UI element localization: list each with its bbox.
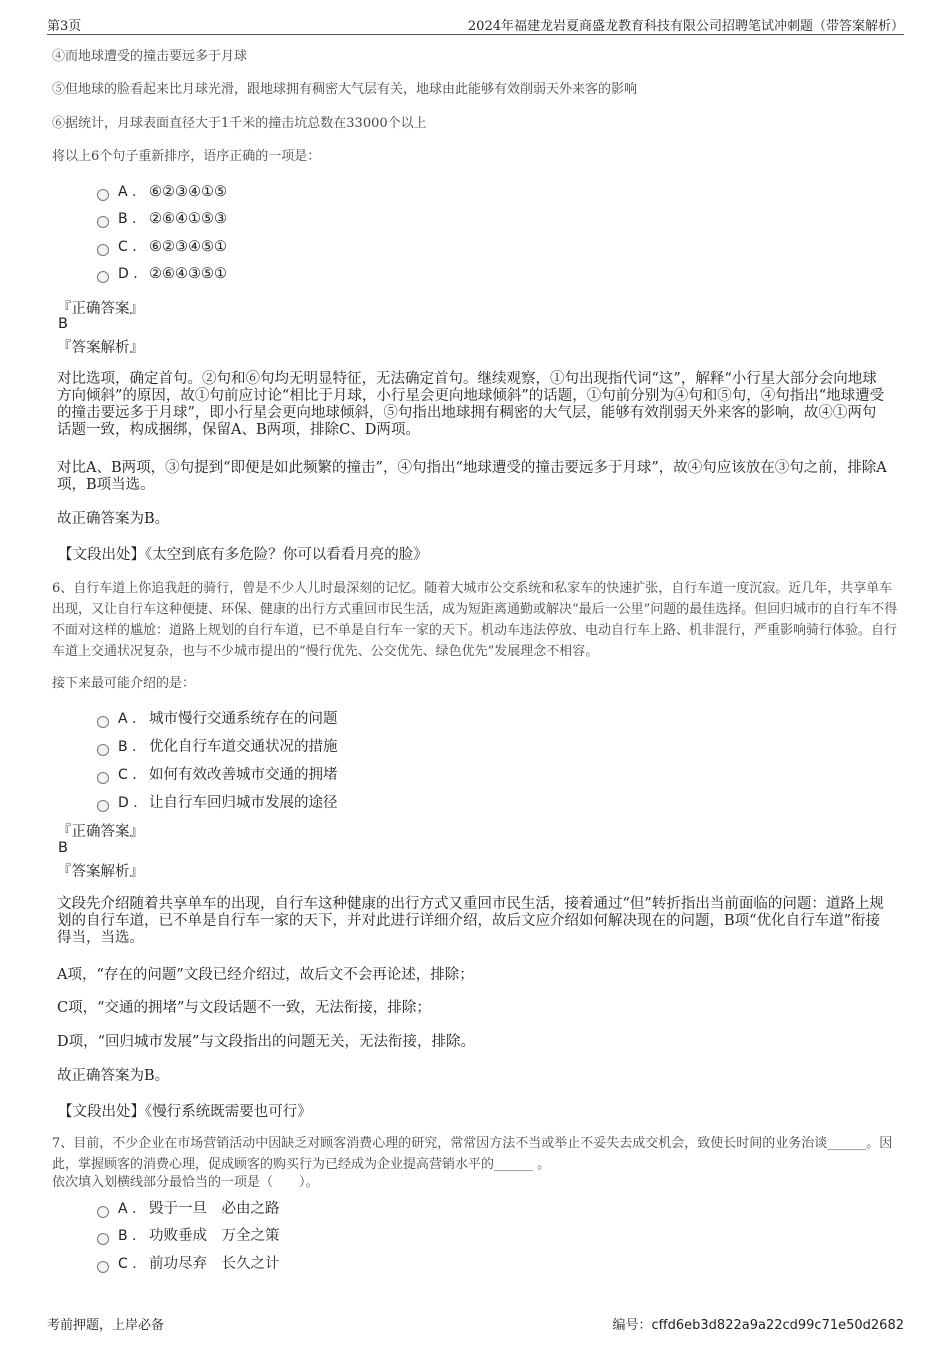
question-stem: 7、目前，不少企业在市场营销活动中因缺乏对顾客消费心理的研究，常常因方法不当或举止不妥失去成交机会，致使长时间的业务治谈______。因此，掌握顾客的消费心理，促成顾客的购买行为已经成为企业提高营销水平的______ 。	[52, 1136, 893, 1172]
page-number: 第3页	[47, 19, 82, 34]
radio-icon[interactable]	[97, 216, 109, 228]
question-prompt: 依次填入划横线部分最恰当的一项是（ ）。	[52, 1175, 319, 1190]
footer-slogan: 考前押题，上岸必备	[47, 1318, 165, 1333]
question-stem: 6、自行车道上你追我赶的骑行，曾是不少人儿时最深刻的记忆。随着大城市公交系统和私家车的快速扩张，自行车道一度沉寂。近几年，共享单车出现，又让自行车这种便捷、环保、健康的出行方式重回市民生活，成为短距离通勤或解决“最后一公里”问题的最佳选择。但回归城市的自行车不得不面对这样的尴尬：道路上规划的自行车道，已不单是自行车一家的天下。机动车违法停放、电动自行车上路、机非混行，严重影响骑行体验。自行车道上交通状况复杂，也与不少城市提出的“慢行优先、公交优先、绿色优先”发展理念不相容。	[52, 581, 898, 659]
correct-answer: B	[58, 840, 68, 856]
passage-source: 【文段出处】《太空到底有多危险？你可以看看月亮的脸》	[58, 547, 428, 563]
analysis-paragraph: D项，“回归城市发展”与文段指出的问题无关，无法衔接，排除。	[57, 1034, 475, 1050]
option-d[interactable]: D . ②⑥④③⑤①	[97, 266, 227, 288]
analysis-conclusion: 故正确答案为B。	[57, 1068, 170, 1084]
analysis-conclusion: 故正确答案为B。	[57, 511, 170, 527]
radio-icon[interactable]	[97, 271, 109, 283]
analysis-paragraph: A项，“存在的问题”文段已经介绍过，故后文不会再论述，排除；	[57, 967, 474, 983]
document-code: 编号：cffd6eb3d822a9a22cd99c71e50d2682	[612, 1318, 904, 1333]
analysis-paragraph: 文段先介绍随着共享单车的出现，自行车这种健康的出行方式又重回市民生活，接着通过“但”转折指出当前面临的问题：道路上规划的自行车道，已不单是自行车一家的天下，并对此进行详细介绍，故后文应介绍如何解决现在的问题，B项“优化自行车道”衔接得当，当选。	[57, 896, 884, 946]
option-b[interactable]: B . 优化自行车道交通状况的措施	[97, 735, 338, 757]
radio-icon[interactable]	[97, 744, 109, 756]
radio-icon[interactable]	[97, 1206, 109, 1218]
correct-answer: B	[58, 316, 68, 332]
question-prompt: 接下来最可能介绍的是：	[52, 676, 196, 691]
option-a[interactable]: A . 城市慢行交通系统存在的问题	[97, 707, 338, 729]
question-prompt: 将以上6个句子重新排序，语序正确的一项是：	[52, 149, 321, 164]
passage-source: 【文段出处】《慢行系统既需要也可行》	[58, 1104, 312, 1120]
option-a[interactable]: A . 毁于一旦 必由之路	[97, 1197, 280, 1219]
analysis-paragraph: C项，“交通的拥堵”与文段话题不一致，无法衔接，排除；	[57, 1000, 431, 1016]
analysis-label: 『答案解析』	[57, 340, 144, 356]
option-c[interactable]: C . 如何有效改善城市交通的拥堵	[97, 763, 338, 785]
option-b[interactable]: B . ②⑥④①⑤③	[97, 211, 227, 233]
option-d[interactable]: D . 让自行车回归城市发展的途径	[97, 791, 338, 813]
page-header	[47, 12, 904, 35]
radio-icon[interactable]	[97, 244, 109, 256]
radio-icon[interactable]	[97, 800, 109, 812]
radio-icon[interactable]	[97, 716, 109, 728]
option-c[interactable]: C . ⑥②③④⑤①	[97, 239, 227, 261]
analysis-paragraph: 对比选项，确定首句。②句和⑥句均无明显特征，无法确定首句。继续观察，①句出现指代词“这”，解释“小行星大部分会向地球方向倾斜”的原因，故①句前应讨论“相比于月球，小行星会更向地球倾斜”的话题，①句前分别为④句和⑤句，④句指出“地球遭受的撞击要远多于月球”，即小行星会更向地球倾斜，⑤句指出地球拥有稠密的大气层，能够有效削弱天外来客的影响，故④①两句话题一致，构成捆绑，保留A、B两项，排除C、D两项。	[57, 371, 885, 438]
radio-icon[interactable]	[97, 772, 109, 784]
radio-icon[interactable]	[97, 1261, 109, 1273]
radio-icon[interactable]	[97, 189, 109, 201]
option-b[interactable]: B . 功败垂成 万全之策	[97, 1224, 280, 1246]
analysis-label: 『答案解析』	[57, 864, 144, 880]
correct-answer-label: 『正确答案』	[57, 301, 144, 317]
correct-answer-label: 『正确答案』	[57, 824, 144, 840]
sentence-4: ④而地球遭受的撞击要远多于月球	[52, 49, 248, 64]
sentence-6: ⑥据统计，月球表面直径大于1千米的撞击坑总数在33000个以上	[52, 116, 427, 131]
option-c[interactable]: C . 前功尽弃 长久之计	[97, 1252, 280, 1274]
option-a[interactable]: A . ⑥②③④①⑤	[97, 184, 227, 206]
radio-icon[interactable]	[97, 1233, 109, 1245]
analysis-paragraph: 对比A、B两项，③句提到“即便是如此频繁的撞击”，④句指出“地球遭受的撞击要远多于月球”，故④句应该放在③句之前，排除A项，B项当选。	[57, 460, 887, 493]
document-title: 2024年福建龙岩夏商盛龙教育科技有限公司招聘笔试冲刺题（带答案解析）	[467, 19, 904, 34]
sentence-5: ⑤但地球的脸看起来比月球光滑，跟地球拥有稠密大气层有关，地球由此能够有效削弱天外来客的影响	[52, 82, 638, 97]
page-footer	[47, 1312, 904, 1332]
